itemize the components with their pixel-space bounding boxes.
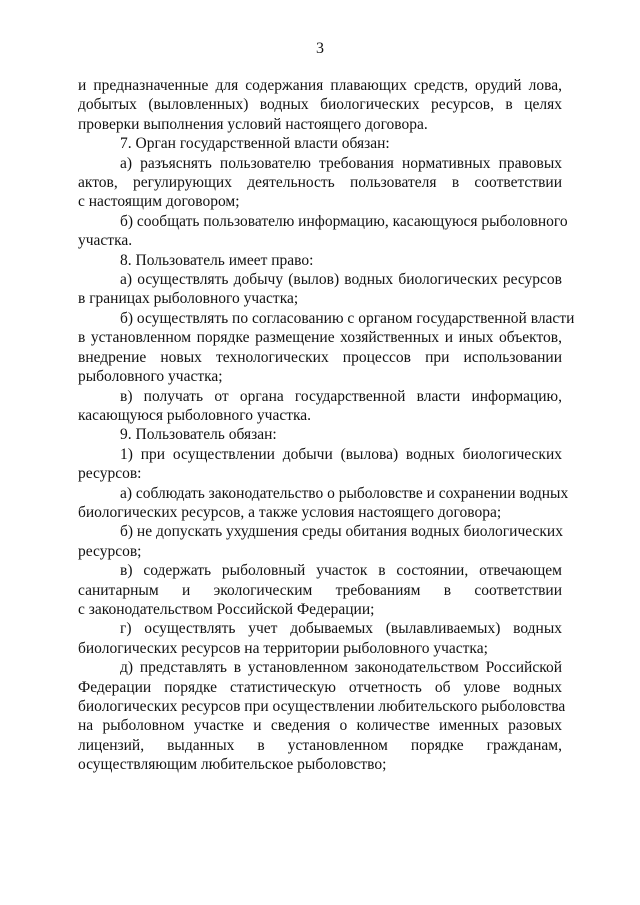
text-line: а) разъяснять пользователю требования нормативных правовых: [120, 154, 562, 172]
text-line: г) осуществлять учет добываемых (вылавливаемых) водных: [120, 620, 562, 638]
paragraph: [78, 484, 569, 523]
paragraph: [78, 658, 566, 774]
paragraph: [78, 212, 568, 251]
text-line: ресурсов:: [78, 465, 142, 483]
text-line: на рыболовном участке и сведения о количестве именных разовых: [78, 717, 562, 735]
text-line: в установленном порядке размещение хозяйственных и иных объектов,: [78, 329, 562, 347]
text-line: б) осуществлять по согласованию с органом государственной власти: [120, 309, 575, 327]
text-line: внедрение новых технологических процессов при использовании: [78, 348, 562, 366]
text-line: и предназначенные для содержания плавающих средств, орудий лова,: [78, 77, 562, 94]
text-line: 9. Пользователь обязан:: [120, 426, 277, 444]
text-line: участка.: [78, 232, 133, 250]
text-line: 7. Орган государственной власти обязан:: [120, 135, 390, 153]
text-line: биологических ресурсов на территории рыболовного участка;: [78, 639, 488, 657]
text-line: проверки выполнения условий настоящего договора.: [78, 115, 428, 133]
text-line: осуществляющим любительское рыболовство;: [78, 756, 387, 774]
paragraph: [78, 619, 562, 658]
paragraph: [78, 134, 562, 153]
paragraph: [78, 76, 562, 134]
text-line: а) осуществлять добычу (вылов) водных биологических ресурсов: [120, 271, 562, 289]
text-line: 8. Пользователь имеет право:: [120, 251, 314, 269]
text-line: д) представлять в установленном законодательством Российской: [120, 659, 562, 677]
paragraph: [78, 561, 562, 619]
text-line: с законодательством Российской Федерации;: [78, 600, 375, 618]
text-line: в) содержать рыболовный участок в состоянии, отвечающем: [120, 562, 562, 580]
text-line: в) получать от органа государственной власти информацию,: [120, 387, 562, 405]
text-line: биологических ресурсов при осуществлении любительского рыболовства: [78, 698, 566, 715]
text-line: с настоящим договором;: [78, 193, 240, 211]
paragraph: [78, 445, 562, 484]
paragraph: [78, 522, 562, 561]
text-line: Федерации порядке статистическую отчетность об улове водных: [78, 678, 562, 696]
paragraph: [78, 387, 562, 426]
text-line: биологических ресурсов, а также условия настоящего договора;: [78, 503, 502, 521]
text-line: 1) при осуществлении добычи (вылова) водных биологических: [120, 445, 562, 463]
text-line: ресурсов;: [78, 542, 142, 560]
text-line: б) не допускать ухудшения среды обитания водных биологических: [120, 523, 563, 541]
text-line: в границах рыболовного участка;: [78, 290, 299, 308]
document-body: [78, 76, 575, 775]
paragraph: [78, 251, 562, 270]
text-line: санитарным и экологическим требованиям в соответствии: [78, 581, 562, 599]
text-line: касающуюся рыболовного участка.: [78, 406, 312, 424]
text-line: б) сообщать пользователю информацию, касающуюся рыболовного: [120, 212, 568, 230]
page-number: 3: [316, 40, 324, 57]
paragraph: [78, 425, 562, 444]
text-line: а) соблюдать законодательство о рыболовстве и сохранении водных: [120, 484, 569, 502]
paragraph: [78, 154, 562, 212]
paragraph: [78, 270, 562, 309]
text-line: актов, регулирующих деятельность пользователя в соответствии: [78, 174, 562, 192]
paragraph: [78, 309, 575, 387]
text-line: лицензий, выданных в установленном порядке гражданам,: [78, 736, 562, 754]
text-line: рыболовного участка;: [78, 368, 223, 386]
text-line: добытых (выловленных) водных биологических ресурсов, в целях: [78, 96, 562, 114]
